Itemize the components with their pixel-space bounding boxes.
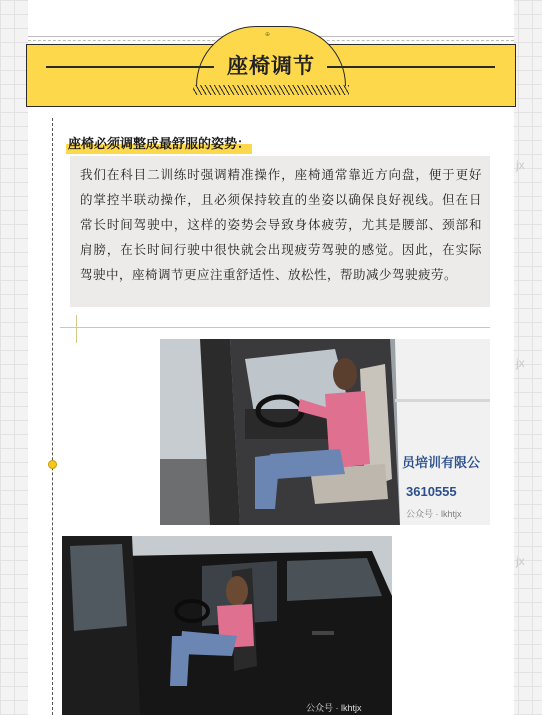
photo-watermark: 公众号 · lkhtjx	[406, 509, 462, 519]
timeline-dot	[48, 460, 57, 469]
section-subheading: 座椅必须调整成最舒服的姿势：	[68, 137, 251, 152]
banner-rule-right	[327, 66, 495, 68]
section-divider-tick	[76, 315, 77, 343]
banner-rule-left	[46, 66, 214, 68]
page-title: 座椅调节	[227, 54, 315, 78]
side-watermark: jx	[516, 356, 525, 370]
photo-watermark: 公众号 · lkhtjx	[306, 703, 362, 713]
side-watermark: jx	[516, 158, 525, 172]
door-phone-number: 3610555	[406, 484, 457, 499]
banner-hatch-pattern	[193, 85, 349, 95]
photo-black-car-side	[62, 536, 392, 715]
photo-white-car-seat	[160, 339, 490, 525]
dome-ornament: ⊕	[265, 31, 271, 38]
door-company-text: 员培训有限公	[402, 456, 481, 471]
side-watermark: jx	[516, 554, 525, 568]
section-divider	[60, 327, 490, 328]
timeline-line	[52, 118, 53, 715]
section-paragraph: 我们在科目二训练时强调精准操作，座椅通常靠近方向盘，便于更好的掌控半联动操作，且必须保持较直的坐姿以确保良好视线。但在日常长时间驾驶中，这样的姿势会导致身体疲劳，尤其是腰部、颈部和肩膀，在长时间行驶中很快就会出现疲劳驾驶的感觉。因此，在实际驾驶中，座椅调节更应注重舒适性、放松性，帮助减少驾驶疲劳。	[80, 167, 482, 282]
